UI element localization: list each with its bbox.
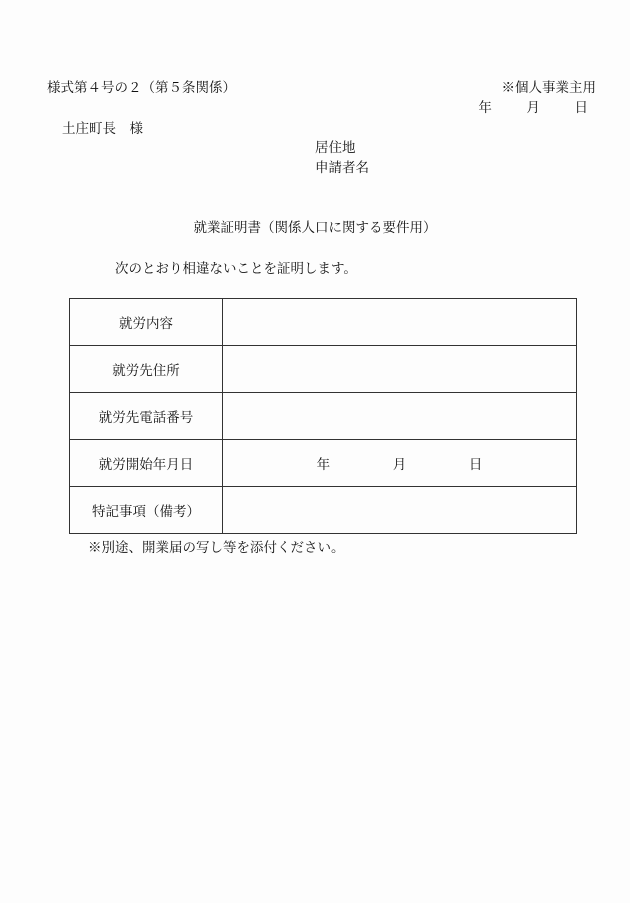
- table-row: [70, 346, 577, 393]
- document-title: 就業証明書（関係人口に関する要件用）: [193, 220, 437, 236]
- date-line: [478, 102, 588, 116]
- table-row: [70, 393, 577, 440]
- certification-statement: 次のとおり相違ないことを証明します。: [115, 261, 357, 277]
- start-date-year: 年: [316, 457, 331, 473]
- table-row: [70, 487, 577, 534]
- date-month: 月: [526, 100, 540, 116]
- row-label-remarks: 特記事項（備考）: [70, 487, 223, 534]
- remarks-field[interactable]: [223, 487, 577, 534]
- date-year: 年: [478, 100, 492, 116]
- form-number: 様式第４号の２（第５条関係）: [47, 80, 236, 96]
- footnote: ※別途、開業届の写し等を添付ください。: [88, 540, 345, 556]
- workplace-address-field[interactable]: [223, 346, 577, 393]
- date-day: 日: [574, 100, 588, 116]
- applicant-label: 申請者名: [315, 160, 369, 176]
- start-date-month: 月: [392, 457, 407, 473]
- start-date-field[interactable]: [223, 440, 577, 487]
- row-label-work-content: 就労内容: [70, 299, 223, 346]
- addressee: 土庄町長 様: [62, 121, 143, 137]
- table-row: [70, 299, 577, 346]
- row-label-workplace-address: 就労先住所: [70, 346, 223, 393]
- certificate-table: [69, 298, 577, 534]
- usage-note: ※個人事業主用: [501, 80, 596, 96]
- workplace-phone-field[interactable]: [223, 393, 577, 440]
- row-label-start-date: 就労開始年月日: [70, 440, 223, 487]
- row-label-workplace-phone: 就労先電話番号: [70, 393, 223, 440]
- table-row: [70, 440, 577, 487]
- work-content-field[interactable]: [223, 299, 577, 346]
- residence-label: 居住地: [315, 140, 356, 156]
- start-date-day: 日: [468, 457, 483, 473]
